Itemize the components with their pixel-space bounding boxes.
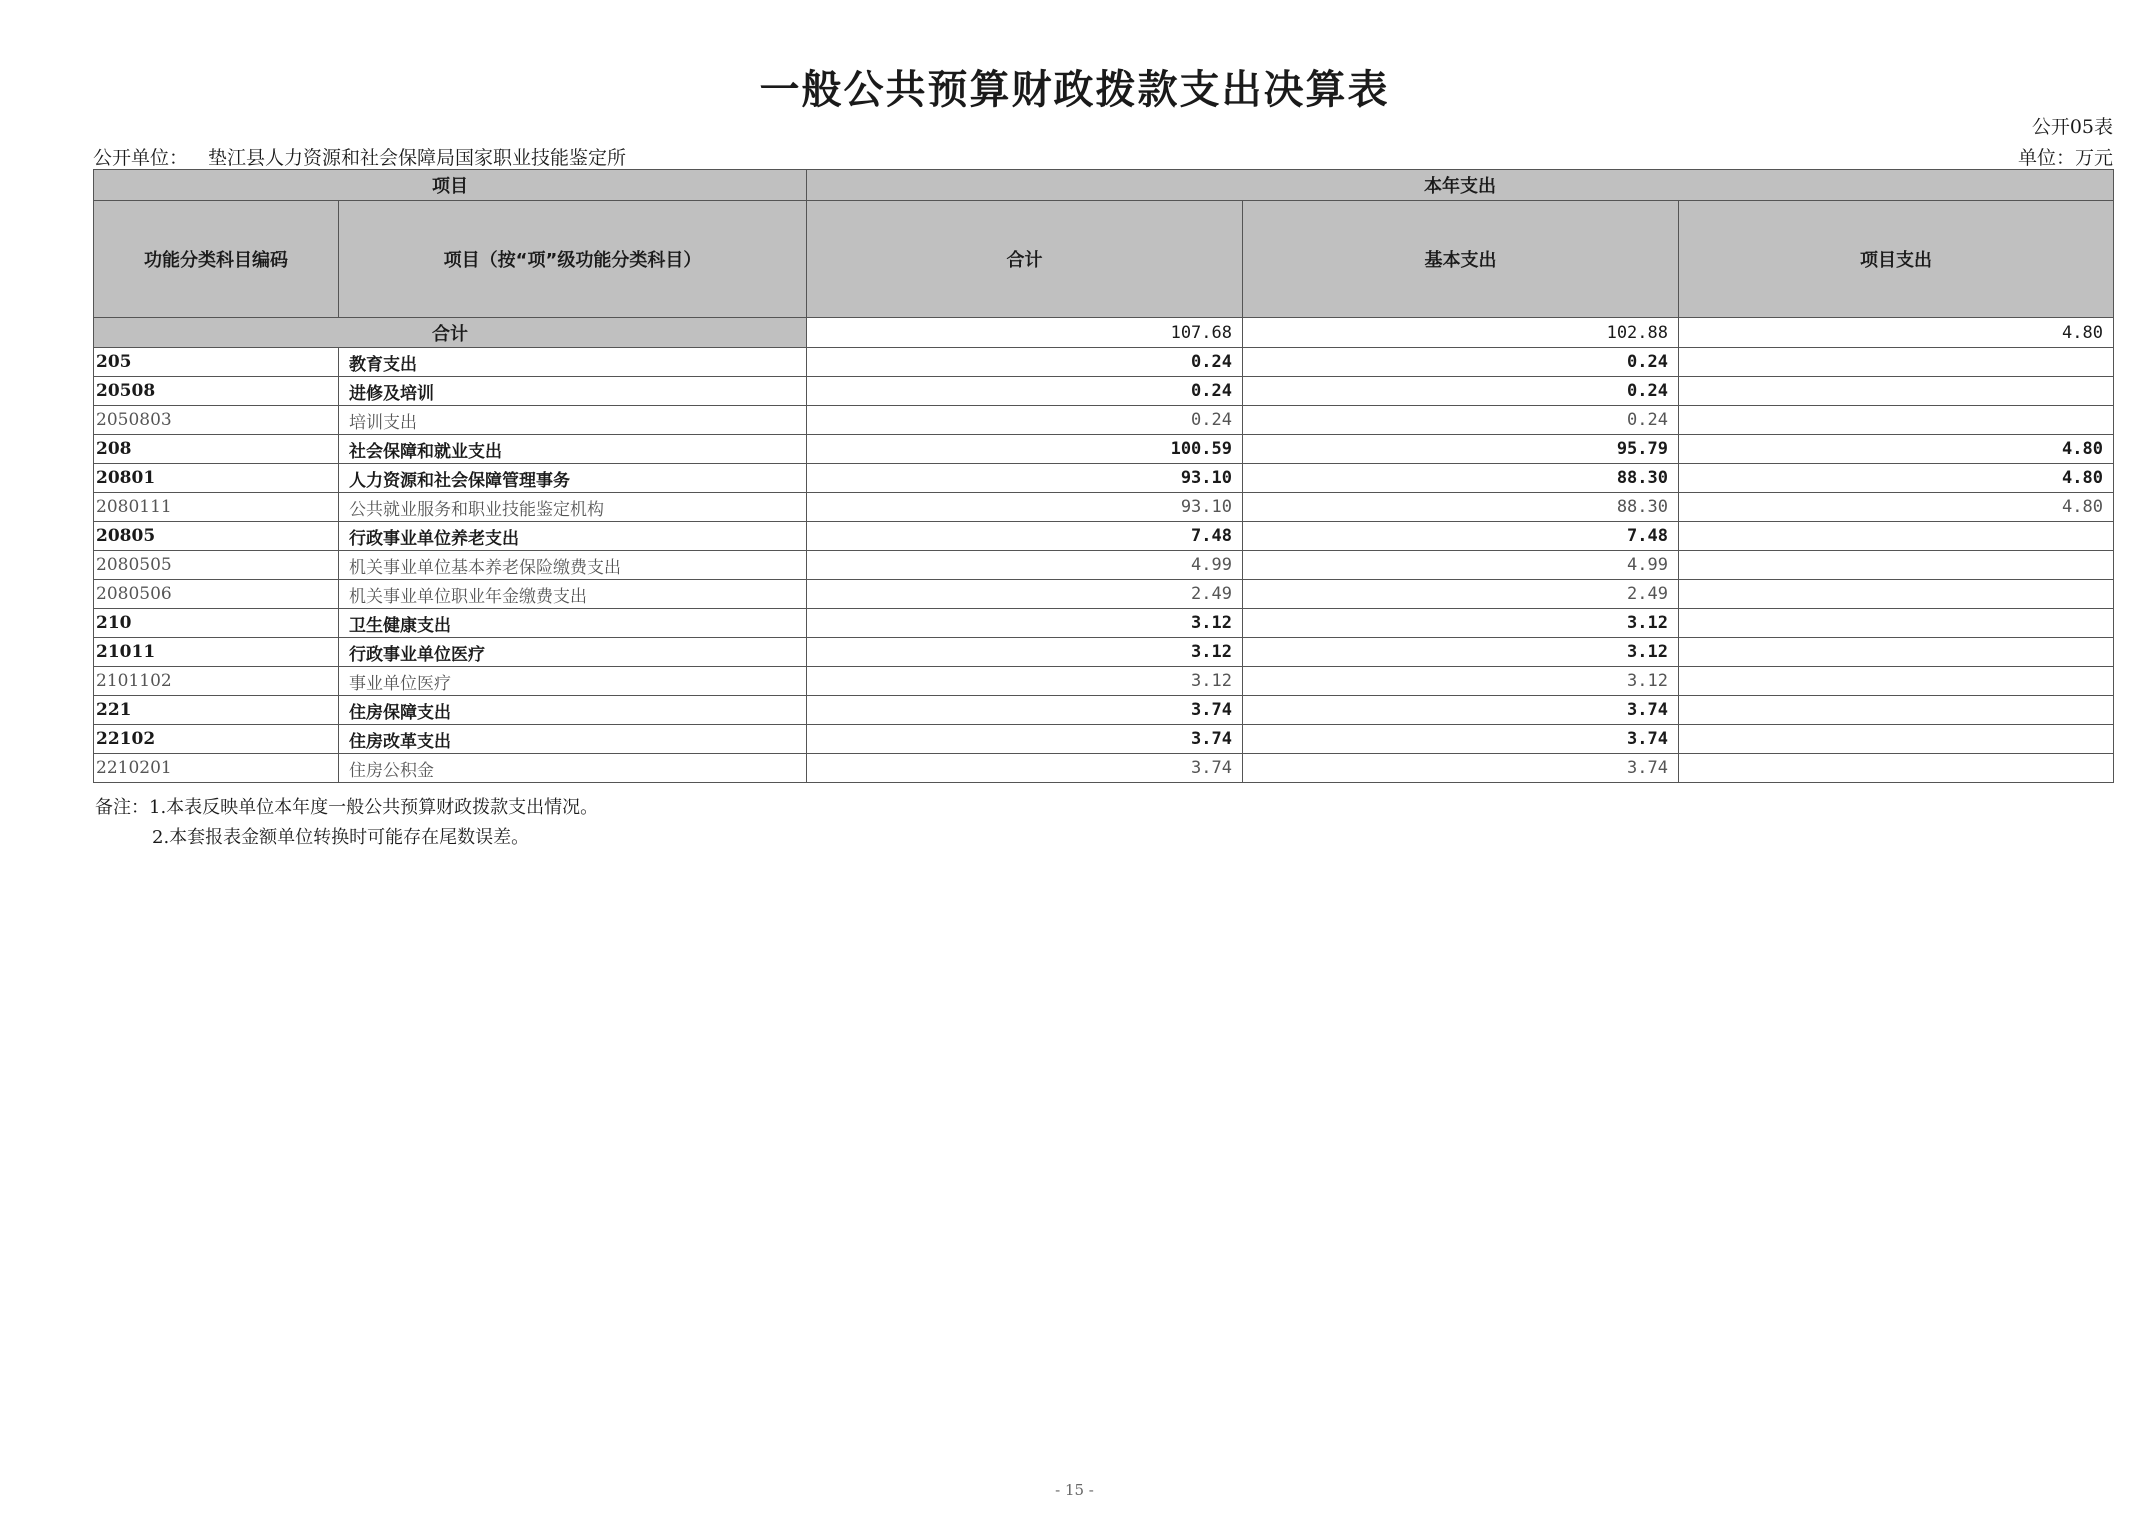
row-project: 4.80 xyxy=(1679,435,2114,464)
total-cell-basic: 102.88 xyxy=(1243,318,1679,348)
row-name: 住房公积金 xyxy=(339,754,807,783)
row-total: 0.24 xyxy=(807,406,1243,435)
row-project xyxy=(1679,609,2114,638)
row-project xyxy=(1679,348,2114,377)
row-project xyxy=(1679,377,2114,406)
page-title: 一般公共预算财政拨款支出决算表 xyxy=(759,67,1390,113)
row-name: 教育支出 xyxy=(339,348,807,377)
row-name: 事业单位医疗 xyxy=(339,667,807,696)
row-code: 205 xyxy=(94,348,339,377)
row-total: 3.74 xyxy=(807,754,1243,783)
row-code: 2210201 xyxy=(94,754,339,783)
header-group-item: 项目 xyxy=(94,170,807,201)
header-group-row xyxy=(94,170,2114,201)
row-total: 93.10 xyxy=(807,464,1243,493)
row-basic: 4.99 xyxy=(1243,551,1679,580)
row-code: 2080111 xyxy=(94,493,339,522)
total-label: 合计 xyxy=(94,318,807,348)
row-total: 3.74 xyxy=(807,696,1243,725)
table-row xyxy=(94,638,2114,667)
table-row xyxy=(94,435,2114,464)
table-row xyxy=(94,580,2114,609)
row-basic: 88.30 xyxy=(1243,464,1679,493)
row-basic: 7.48 xyxy=(1243,522,1679,551)
row-project xyxy=(1679,754,2114,783)
table-row xyxy=(94,551,2114,580)
row-total: 93.10 xyxy=(807,493,1243,522)
row-project xyxy=(1679,551,2114,580)
row-project xyxy=(1679,696,2114,725)
table-row xyxy=(94,725,2114,754)
row-name: 行政事业单位养老支出 xyxy=(339,522,807,551)
row-code: 2080506 xyxy=(94,580,339,609)
row-code: 2080505 xyxy=(94,551,339,580)
row-total: 7.48 xyxy=(807,522,1243,551)
row-basic: 88.30 xyxy=(1243,493,1679,522)
row-name: 进修及培训 xyxy=(339,377,807,406)
col-header-code: 功能分类科目编码 xyxy=(94,201,339,318)
row-basic: 3.12 xyxy=(1243,638,1679,667)
row-code: 20805 xyxy=(94,522,339,551)
row-total: 0.24 xyxy=(807,348,1243,377)
row-code: 20508 xyxy=(94,377,339,406)
table-row xyxy=(94,522,2114,551)
row-code: 20801 xyxy=(94,464,339,493)
row-code: 221 xyxy=(94,696,339,725)
row-total: 100.59 xyxy=(807,435,1243,464)
table-row xyxy=(94,696,2114,725)
col-header-total: 合计 xyxy=(807,201,1243,318)
table-row xyxy=(94,667,2114,696)
total-cell-project: 4.80 xyxy=(1679,318,2114,348)
row-total: 0.24 xyxy=(807,377,1243,406)
col-header-basic: 基本支出 xyxy=(1243,201,1679,318)
row-basic: 3.12 xyxy=(1243,667,1679,696)
table-row xyxy=(94,377,2114,406)
row-basic: 3.74 xyxy=(1243,725,1679,754)
form-number: 公开05表 xyxy=(2031,116,2113,138)
row-project xyxy=(1679,580,2114,609)
row-project: 4.80 xyxy=(1679,464,2114,493)
row-project: 4.80 xyxy=(1679,493,2114,522)
col-header-name: 项目（按“项”级功能分类科目） xyxy=(339,201,807,318)
row-name: 人力资源和社会保障管理事务 xyxy=(339,464,807,493)
row-project xyxy=(1679,522,2114,551)
row-name: 机关事业单位基本养老保险缴费支出 xyxy=(339,551,807,580)
row-name: 培训支出 xyxy=(339,406,807,435)
row-code: 208 xyxy=(94,435,339,464)
note-line-1: 备注：1.本表反映单位本年度一般公共预算财政拨款支出情况。 xyxy=(95,797,599,818)
row-total: 2.49 xyxy=(807,580,1243,609)
row-basic: 0.24 xyxy=(1243,406,1679,435)
row-project xyxy=(1679,725,2114,754)
table-row xyxy=(94,754,2114,783)
row-name: 机关事业单位职业年金缴费支出 xyxy=(339,580,807,609)
notes xyxy=(95,793,598,853)
table-row xyxy=(94,609,2114,638)
currency-unit: 单位：万元 xyxy=(2017,147,2113,169)
row-project xyxy=(1679,638,2114,667)
row-code: 2050803 xyxy=(94,406,339,435)
row-basic: 0.24 xyxy=(1243,377,1679,406)
total-row xyxy=(94,318,2114,348)
row-basic: 3.74 xyxy=(1243,754,1679,783)
row-name: 公共就业服务和职业技能鉴定机构 xyxy=(339,493,807,522)
expenditure-table xyxy=(93,169,2114,783)
row-project xyxy=(1679,406,2114,435)
row-name: 行政事业单位医疗 xyxy=(339,638,807,667)
reporting-unit xyxy=(93,143,626,170)
row-total: 3.12 xyxy=(807,638,1243,667)
table-row xyxy=(94,406,2114,435)
row-total: 4.99 xyxy=(807,551,1243,580)
row-code: 2101102 xyxy=(94,667,339,696)
row-name: 住房保障支出 xyxy=(339,696,807,725)
row-name: 住房改革支出 xyxy=(339,725,807,754)
header-group-year: 本年支出 xyxy=(807,170,2114,201)
row-basic: 3.12 xyxy=(1243,609,1679,638)
unit-name: 垫江县人力资源和社会保障局国家职业技能鉴定所 xyxy=(208,147,627,169)
row-project xyxy=(1679,667,2114,696)
page-number: - 15 - xyxy=(1055,1481,1094,1499)
table-row xyxy=(94,493,2114,522)
table-row xyxy=(94,464,2114,493)
row-code: 21011 xyxy=(94,638,339,667)
row-basic: 95.79 xyxy=(1243,435,1679,464)
row-total: 3.74 xyxy=(807,725,1243,754)
header-row xyxy=(94,201,2114,318)
row-basic: 2.49 xyxy=(1243,580,1679,609)
row-basic: 0.24 xyxy=(1243,348,1679,377)
table-row xyxy=(94,348,2114,377)
row-code: 22102 xyxy=(94,725,339,754)
row-name: 卫生健康支出 xyxy=(339,609,807,638)
row-basic: 3.74 xyxy=(1243,696,1679,725)
row-total: 3.12 xyxy=(807,667,1243,696)
note-line-2: 2.本套报表金额单位转换时可能存在尾数误差。 xyxy=(152,827,530,848)
total-cell-total: 107.68 xyxy=(807,318,1243,348)
unit-label: 公开单位： xyxy=(93,147,189,169)
col-header-project: 项目支出 xyxy=(1679,201,2114,318)
row-name: 社会保障和就业支出 xyxy=(339,435,807,464)
row-total: 3.12 xyxy=(807,609,1243,638)
unit-line xyxy=(93,143,2113,170)
row-code: 210 xyxy=(94,609,339,638)
